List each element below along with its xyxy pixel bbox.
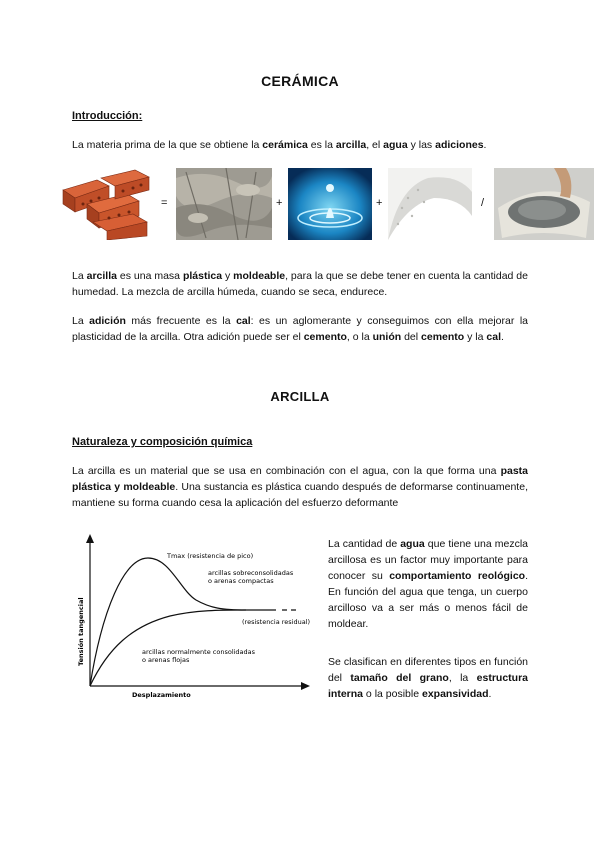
x-axis-label: Desplazamiento: [132, 691, 191, 699]
intro-paragraph: La materia prima de la que se obtiene la cerámica es la arcilla, el agua y las adiciones.: [72, 139, 487, 151]
y-axis-label: Tensión tangencial: [77, 597, 85, 666]
y-axis-arrow: [86, 534, 94, 543]
peak-label: Tmax (resistencia de pico): [167, 552, 254, 560]
slash-sign: /: [481, 197, 485, 209]
arcilla-paragraph: La arcilla es una masa plástica y moldeable, para la que se debe tener en cuenta la cantidad de humedad. La mezcla de arcilla húmeda, cuando se seca, endurece.: [72, 270, 528, 298]
agua-paragraph: La cantidad de agua que tiene una mezcla arcillosa es un factor muy importante para conocer su comportamiento reológico. En función del agua que tenga, un cuerpo arcilloso va a ser más o menos fácil de moldear.: [328, 538, 529, 630]
lime-image: [388, 168, 472, 240]
lower-curve-label-1: arcillas normalmente consolidadas: [142, 648, 256, 656]
lower-curve-label-2: o arenas flojas: [142, 656, 190, 664]
plus-sign-2: +: [376, 197, 383, 209]
x-axis-arrow: [301, 682, 310, 690]
adicion-paragraph: La adición más frecuente es la cal: es un aglomerante y conseguimos con ella mejorar la plasticidad de la arcilla. Otra adición puede ser el cemento, o la unión del cemento y la cal.: [72, 315, 528, 343]
upper-curve-label-2: o arenas compactas: [208, 577, 274, 585]
water-image: [288, 168, 372, 240]
bricks-image: [57, 168, 157, 240]
cement-image: [494, 168, 594, 240]
section-title-arcilla: ARCILLA: [270, 389, 330, 404]
page-title: CERÁMICA: [261, 73, 339, 89]
residual-label: (resistencia residual): [242, 618, 311, 626]
equals-sign: =: [161, 197, 168, 209]
clasificacion-paragraph: Se clasifican en diferentes tipos en función del tamaño del grano, la estructura interna o la posible expansividad.: [328, 656, 528, 700]
plus-sign-1: +: [276, 197, 283, 209]
intro-heading: Introducción:: [72, 110, 143, 122]
upper-curve-label-1: arcillas sobreconsolidadas: [208, 569, 294, 577]
shear-stress-diagram: [72, 530, 322, 705]
naturaleza-heading: Naturaleza y composición química: [72, 436, 253, 448]
clay-image: [176, 168, 272, 240]
naturaleza-paragraph: La arcilla es un material que se usa en combinación con el agua, con la que forma una pasta plástica y moldeable. Una sustancia es plástica cuando después de deformarse continuamente, mantiene su forma cuando cesa la aplicación del esfuerzo deformante: [72, 465, 528, 509]
